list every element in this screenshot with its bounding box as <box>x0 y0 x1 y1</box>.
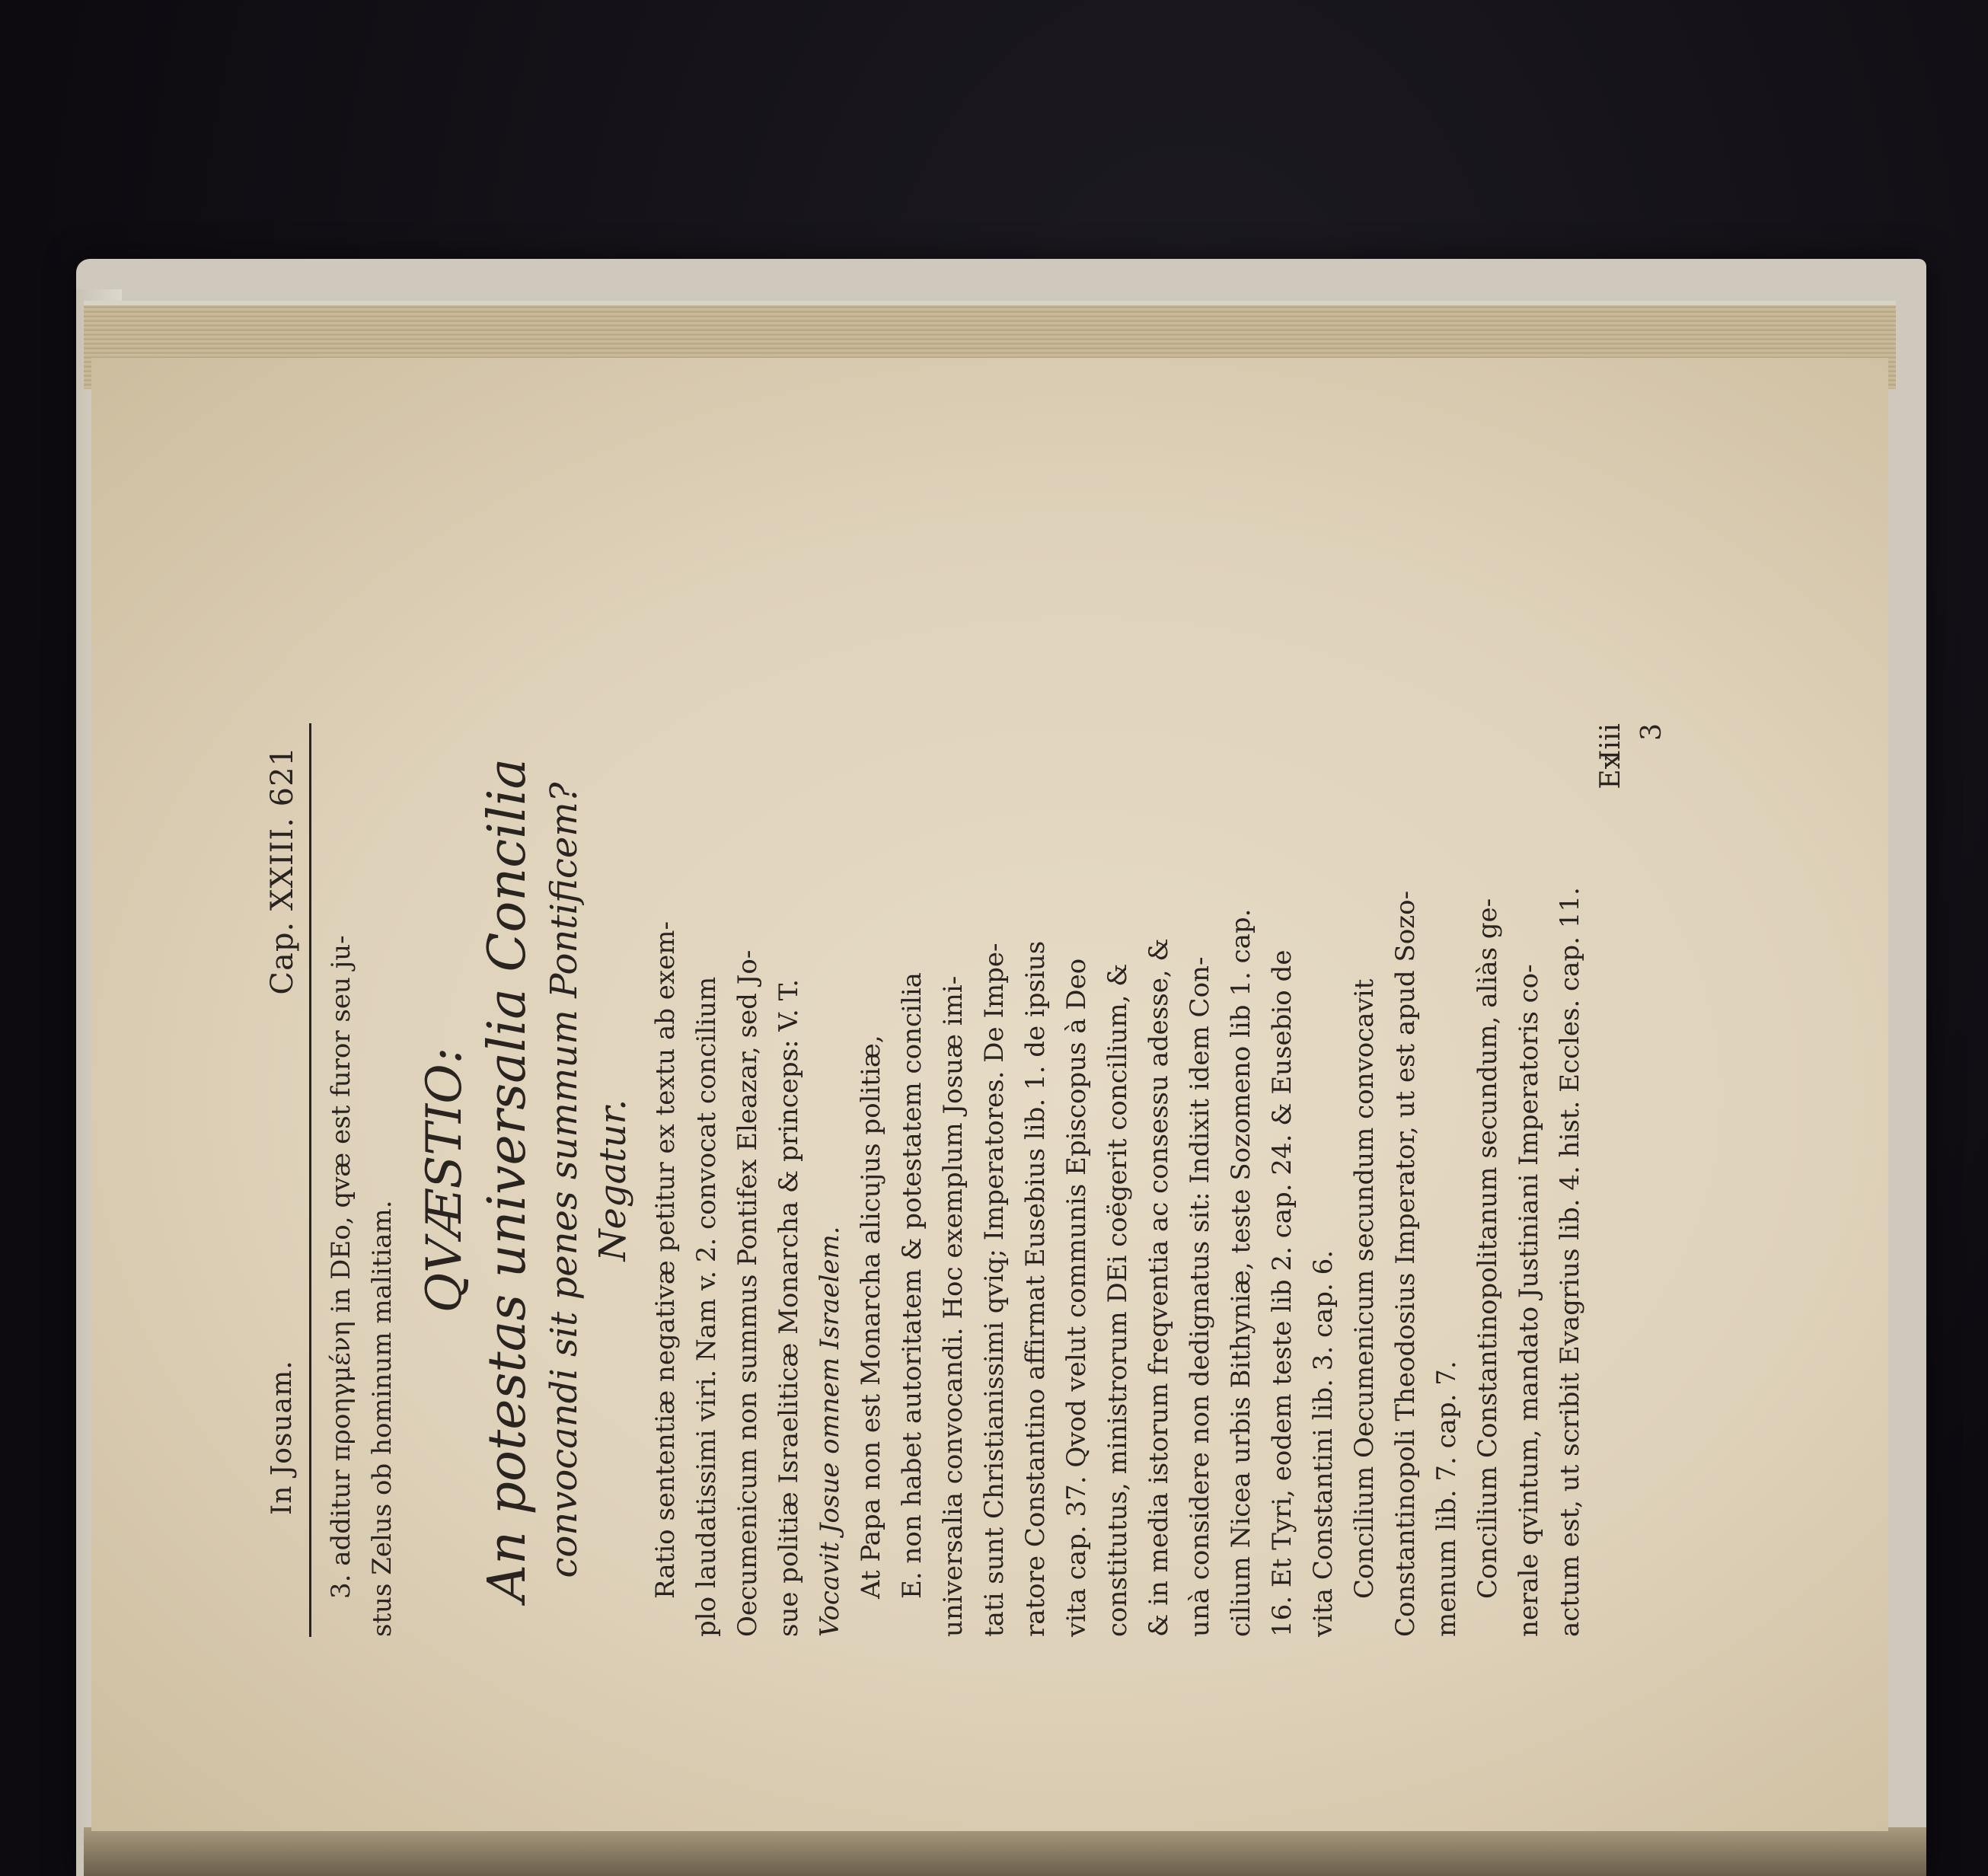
text-line: 3. additur προηγμένη in DEo, qvæ est furor seu ju- <box>326 935 356 1599</box>
question-answer: Negatur. <box>592 1099 634 1262</box>
text-line: unà considere non dedignatus sit: Indixit idem Con- <box>1185 956 1215 1637</box>
text-line: plo laudatissimi viri. Nam v. 2. convocat concilium <box>691 976 722 1637</box>
header-title: In Josuam. <box>266 1360 298 1515</box>
text-line: Oecumenicum non summus Pontifex Eleazar, sed Jo- <box>732 949 763 1637</box>
text-line: ratore Constantino affirmat Eusebius lib. 1. de ipsius <box>1020 940 1051 1637</box>
text-line: stus Zelus ob hominum malitiam. <box>367 1200 397 1637</box>
signature-mark: Iiii 3 <box>1595 723 1667 761</box>
text-line: Vocavit Josue omnem Israelem. <box>815 1226 845 1637</box>
book-spine <box>84 1827 1926 1876</box>
text-line: Concilium Oecumenicum secundum convocavit <box>1349 978 1380 1599</box>
text-line: sue politiæ Israeliticæ Monarcha & princeps: V. T. <box>774 978 804 1637</box>
text-line: Ratio sententiæ negativæ petitur ex textu ab exem- <box>650 921 681 1599</box>
text-line: constitutus, ministrorum DEi coëgerit concilium, & <box>1102 963 1133 1637</box>
text-line: cilium Nicea urbis Bithyniæ, teste Sozomeno lib 1. cap. <box>1226 908 1256 1637</box>
text-line: universalia convocandi. Hoc exemplum Josuæ imi- <box>938 975 968 1637</box>
text-line: & in media istorum freqventia ac consessu adesse, & <box>1144 938 1174 1637</box>
question-title: QVÆSTIO: <box>416 1047 473 1313</box>
text-line: 16. Et Tyri, eodem teste lib 2. cap. 24. & Eusebio de <box>1267 949 1297 1637</box>
question-line-2: convocandi sit penes summum Pontificem? <box>543 782 586 1578</box>
text-line: vita cap. 37. Qvod velut communis Episcopus à Deo <box>1061 958 1092 1637</box>
header-chapter-page: Cap. XXIII. 621 <box>265 746 300 995</box>
text-line: actum est, ut scribit Evagrius lib. 4. hist. Eccles. cap. 11. <box>1555 887 1585 1637</box>
text-line: menum lib. 7. cap. 7. <box>1431 1361 1462 1637</box>
catchword: Ex <box>1595 754 1626 790</box>
text-line: nerale qvintum, mandato Justiniani Imperatoris co- <box>1514 964 1544 1637</box>
text-line: At Papa non est Monarcha alicujus politiæ, <box>856 1035 886 1599</box>
text-line: E. non habet autoritatem & potestatem concilia <box>897 972 927 1599</box>
text-line: vita Constantini lib. 3. cap. 6. <box>1308 1249 1339 1637</box>
page-footer <box>1591 723 1667 1637</box>
running-header <box>259 723 311 1637</box>
text-line: Constantinopoli Theodosius Imperator, ut est apud Sozo- <box>1390 890 1421 1637</box>
text-line: tati sunt Christianissimi qviq; Imperatores. De Impe- <box>979 943 1010 1637</box>
text-line: Concilium Constantinopolitanum secundum, aliàs ge- <box>1473 898 1503 1599</box>
question-line-1: An potestas universalia Concilia <box>477 758 538 1603</box>
page-text-block <box>259 723 1667 1637</box>
